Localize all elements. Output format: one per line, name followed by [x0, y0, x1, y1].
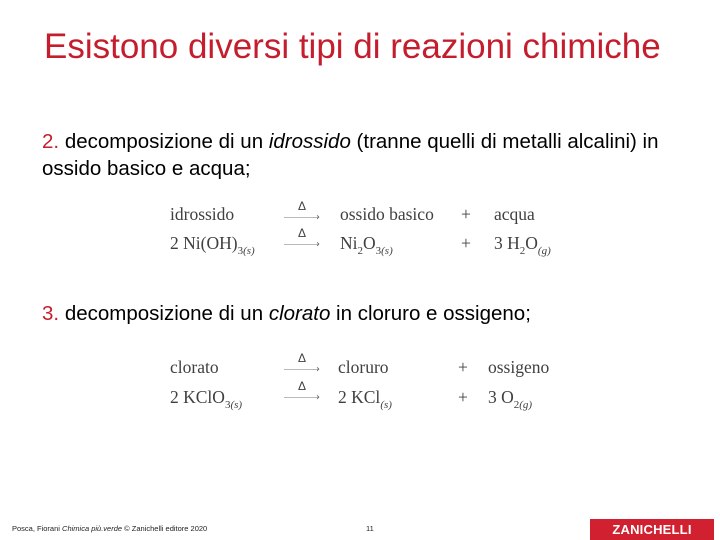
page-number: 11 [366, 524, 374, 533]
point-3-italic: clorato [268, 302, 331, 325]
r3-row1-plus: + [458, 357, 468, 377]
r2-row1-reactant: idrossido [170, 204, 235, 224]
r3-row2-product2: 3 $O_{2(g)}$ [488, 387, 533, 411]
zanichelli-logo: ZANICHELLI [590, 519, 714, 540]
r3-row1-product2: ossigeno [488, 357, 550, 377]
r2-row1-product1: ossido basico [340, 204, 434, 224]
r3-row2-product1: 2 KCl$_{(s)}$ [338, 387, 392, 411]
point-2-italic: idrossido [268, 130, 351, 153]
arrow-head-icon: › [316, 212, 320, 223]
arrow-line [284, 244, 318, 245]
arrow-line [284, 217, 318, 218]
r2-row2-plus: + [461, 233, 471, 253]
r2-row2-arrow [284, 226, 324, 250]
point-3 [42, 300, 682, 327]
slide-title: Esistono diversi tipi di reazioni chimiche [44, 27, 661, 66]
point-2-number: 2. [42, 130, 60, 153]
r2-row2-product2: 3 $H_2O_{(g)}$ [494, 233, 551, 257]
point-2 [42, 128, 682, 182]
r2-row2-reactant: 2 $Ni(OH)_{3(s)}$ [170, 233, 255, 257]
point-3-text-before: decomposizione di un [64, 302, 269, 325]
arrow-head-icon: › [316, 239, 320, 250]
arrow-head-icon: › [316, 392, 320, 403]
r3-row2-reactant: 2 KClO$_{3(s)}$ [170, 387, 243, 411]
r2-row1-plus: + [461, 204, 471, 224]
point-3-text-after: in cloruro e ossigeno; [330, 302, 531, 325]
delta-symbol: Δ [298, 351, 307, 365]
delta-symbol: Δ [298, 226, 307, 240]
r3-row2-plus: + [458, 387, 468, 407]
r3-row1-reactant: clorato [170, 357, 219, 377]
delta-symbol: Δ [298, 379, 307, 393]
arrow-line [284, 397, 318, 398]
arrow-line [284, 369, 318, 370]
point-3-number: 3. [42, 302, 60, 325]
r2-row2-product1: $Ni_2O_{3(s)}$ [340, 233, 393, 257]
r3-row1-arrow [284, 351, 324, 375]
r2-row1-arrow [284, 199, 324, 223]
r3-row1-product1: cloruro [338, 357, 389, 377]
point-2-text-after: (tranne quelli di metalli alcalini) in ossido basico e acqua; [42, 130, 659, 180]
arrow-head-icon: › [316, 364, 320, 375]
footer-credits: Posca, Fiorani Chimica più.verde © Zanichelli editore 2020 [12, 524, 208, 533]
r2-row1-product2: acqua [494, 204, 535, 224]
point-2-text-before: decomposizione di un [64, 130, 269, 153]
r3-row2-arrow [284, 379, 324, 403]
delta-symbol: Δ [298, 199, 307, 213]
